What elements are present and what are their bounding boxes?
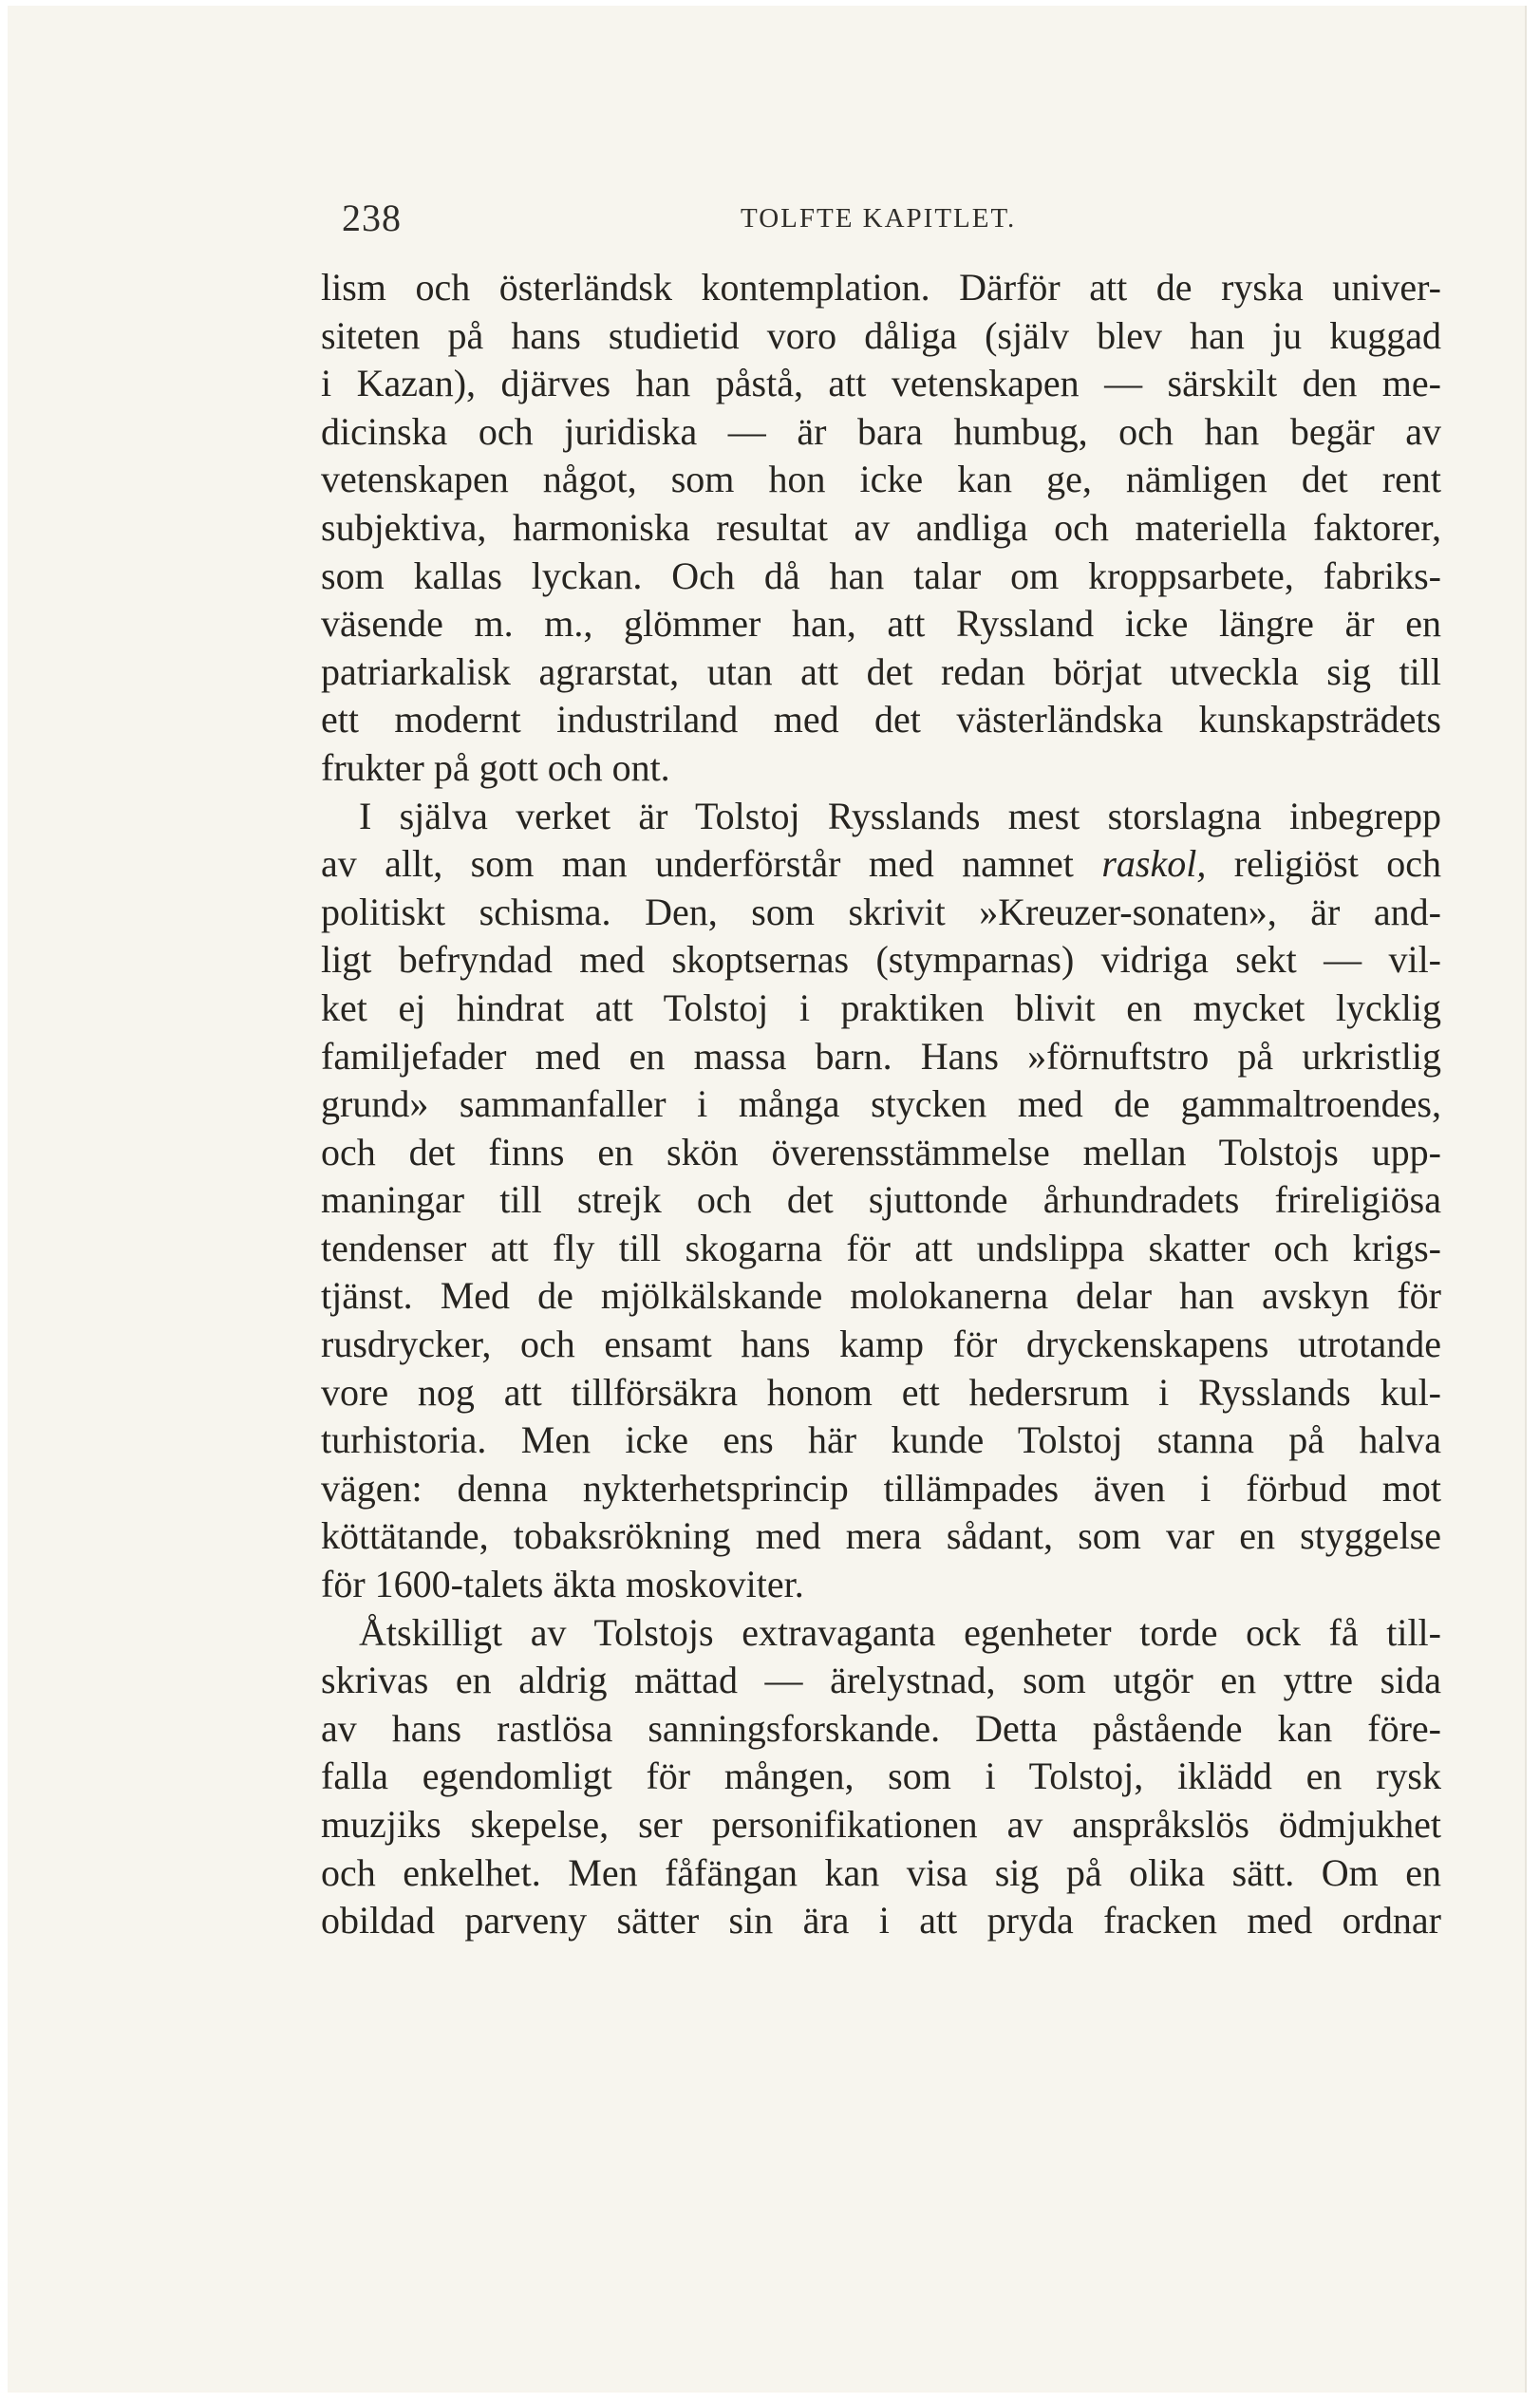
- text-line: i Kazan), djärves han påstå, att vetenskapen — särskilt den me-: [321, 362, 1441, 405]
- book-page: [8, 6, 1527, 2393]
- text-line: I själva verket är Tolstoj Rysslands mest storslagna inbegrepp: [359, 794, 1441, 837]
- text-line: tjänst. Med de mjölkälskande molokanerna delar han avskyn för: [321, 1274, 1441, 1318]
- body-text: [321, 264, 1441, 1945]
- text-line: ket ej hindrat att Tolstoj i praktiken blivit en mycket lycklig: [321, 985, 1441, 1029]
- text-line: grund» sammanfaller i många stycken med de gammaltroendes,: [321, 1082, 1441, 1126]
- text-line: köttätande, tobaksrökning med mera sådant, som var en styggelse: [321, 1514, 1441, 1558]
- text-line: lism och österländsk kontemplation. Därför att de ryska univer-: [321, 266, 1441, 309]
- text-line: muzjiks skepelse, ser personifikationen av anspråkslös ödmjukhet: [321, 1803, 1441, 1846]
- text-segment: religiöst och: [1206, 842, 1441, 886]
- text-line: ett modernt industriland med det västerländska kunskapsträdets: [321, 698, 1441, 741]
- text-segment: av allt, som man underförstår med namnet: [321, 842, 1102, 886]
- text-line: [321, 840, 1441, 889]
- text-line: som kallas lyckan. Och då han talar om kroppsarbete, fabriks-: [321, 554, 1441, 597]
- text-line: patriarkalisk agrarstat, utan att det redan börjat utveckla sig till: [321, 649, 1441, 693]
- text-line: och enkelhet. Men fåfängan kan visa sig på olika sätt. Om en: [321, 1850, 1441, 1894]
- text-line: tendenser att fly till skogarna för att undslippa skatter och krigs-: [321, 1226, 1441, 1269]
- text-line: vägen: denna nykterhetsprincip tillämpades även i förbud mot: [321, 1466, 1441, 1510]
- text-line: falla egendomligt för mången, som i Tolstoj, iklädd en rysk: [321, 1755, 1441, 1798]
- text-line: siteten på hans studietid voro dåliga (själv blev han ju kuggad: [321, 313, 1441, 357]
- text-line: av hans rastlösa sanningsforskande. Detta påstående kan före-: [321, 1706, 1441, 1750]
- running-title: TOLFTE KAPITLET.: [741, 203, 1017, 234]
- page-header: [342, 196, 1443, 253]
- text-line: familjefader med en massa barn. Hans »förnuftstro på urkristlig: [321, 1034, 1441, 1078]
- text-line: obildad parveny sätter sin ära i att pryda fracken med ordnar: [321, 1899, 1441, 1942]
- text-line: för 1600-talets äkta moskoviter.: [321, 1563, 804, 1606]
- text-line: maningar till strejk och det sjuttonde århundradets frireligiösa: [321, 1178, 1441, 1222]
- text-line: turhistoria. Men icke ens här kunde Tolstoj stanna på halva: [321, 1418, 1441, 1462]
- text-line: och det finns en skön överensstämmelse mellan Tolstojs upp-: [321, 1130, 1441, 1173]
- text-line: vore nog att tillförsäkra honom ett hedersrum i Rysslands kul-: [321, 1370, 1441, 1414]
- italic-term: raskol,: [1101, 842, 1207, 886]
- text-line: dicinska och juridiska — är bara humbug, och han begär av: [321, 409, 1441, 453]
- text-line: skrivas en aldrig mättad — ärelystnad, som utgör en yttre sida: [321, 1659, 1441, 1702]
- text-line: frukter på gott och ont.: [321, 745, 670, 789]
- text-line: vetenskapen något, som hon icke kan ge, nämligen det rent: [321, 458, 1441, 501]
- text-line: väsende m. m., glömmer han, att Ryssland icke längre är en: [321, 602, 1441, 646]
- text-line: subjektiva, harmoniska resultat av andliga och materiella faktorer,: [321, 505, 1441, 549]
- page-number: 238: [342, 197, 402, 239]
- text-line: Åtskilligt av Tolstojs extravaganta egenheter torde ock få till-: [359, 1610, 1441, 1654]
- text-line: ligt befryndad med skoptsernas (stymparnas) vidriga sekt — vil-: [321, 938, 1441, 982]
- text-line: rusdrycker, och ensamt hans kamp för dryckenskapens utrotande: [321, 1323, 1441, 1366]
- text-line: politiskt schisma. Den, som skrivit »Kreuzer-sonaten», är and-: [321, 890, 1441, 933]
